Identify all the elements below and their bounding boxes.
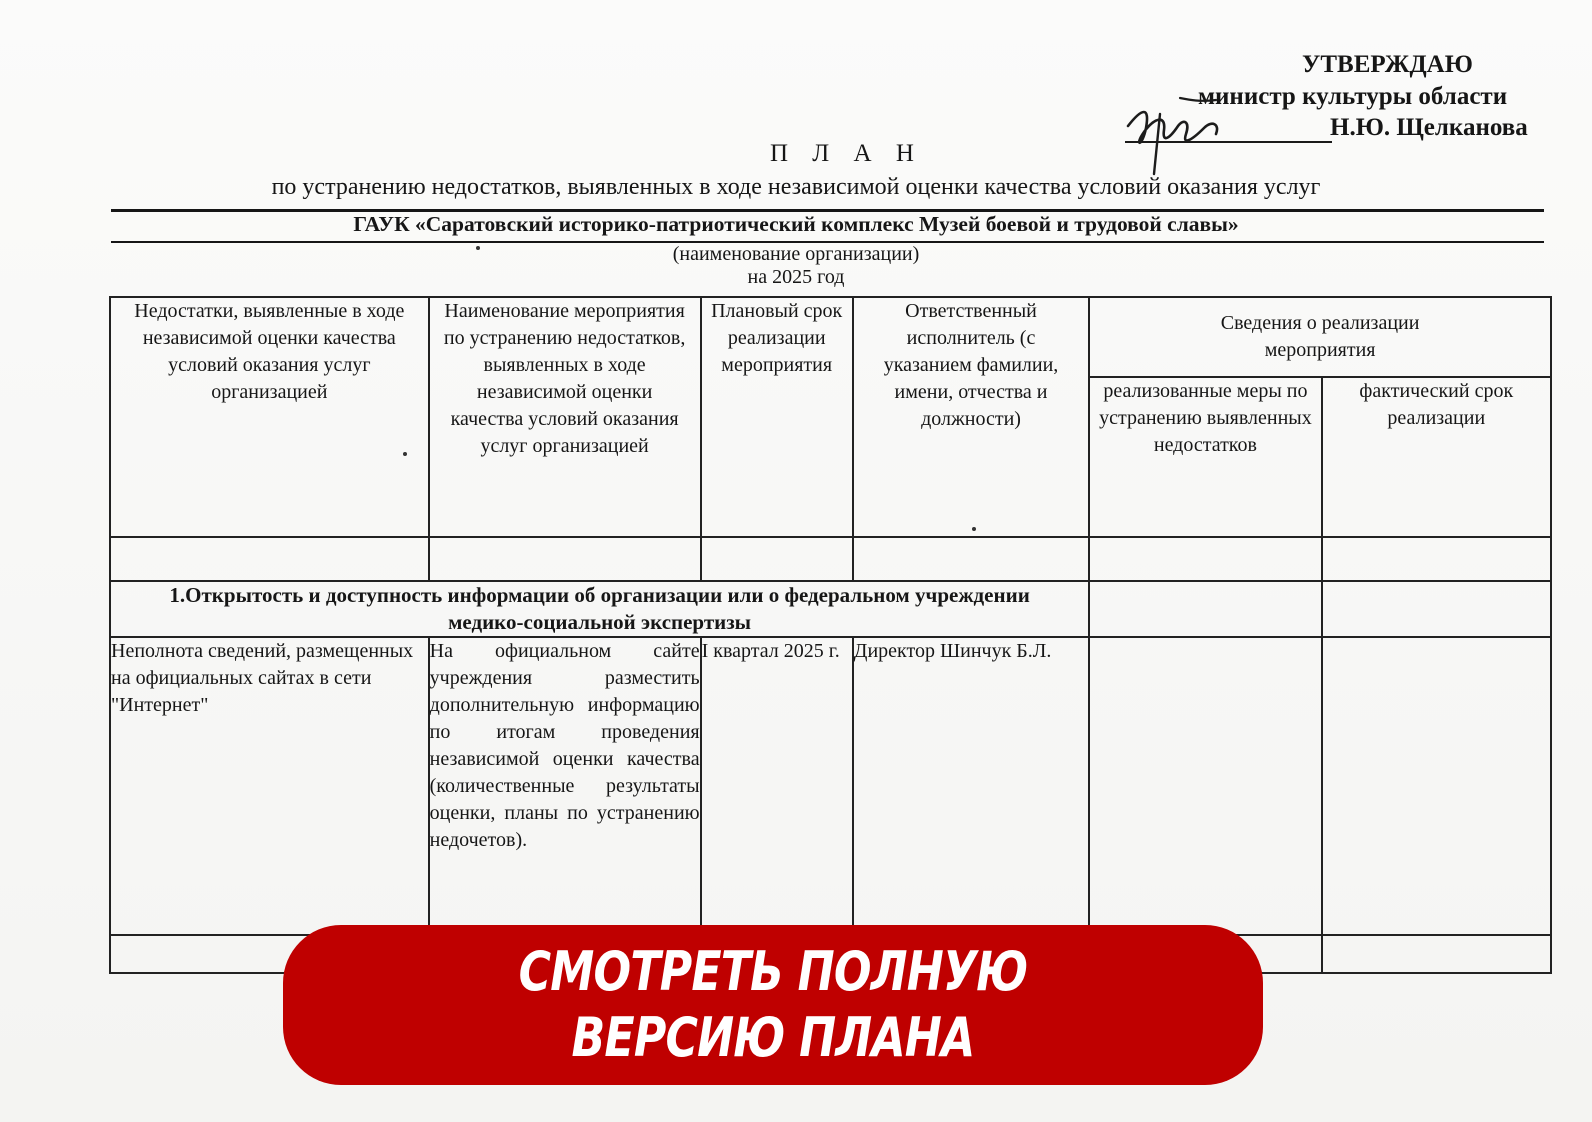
empty-cell — [1089, 537, 1321, 581]
row-defect: Неполнота сведений, размещенных на официальных сайтах в сети "Интернет" — [110, 637, 429, 935]
document-title: П Л А Н — [770, 140, 923, 167]
empty-cell — [701, 537, 853, 581]
empty-cell — [110, 537, 429, 581]
plan-year: на 2025 год — [747, 266, 845, 288]
section-title-text: 1.Открытость и доступность информации об организации или о федеральном учреждении медико-социальной экспертизы — [169, 583, 1030, 634]
table-row — [110, 537, 1551, 581]
cta-line-2: ВЕРСИЮ ПЛАНА — [571, 1006, 975, 1069]
organization-name: ГАУК «Саратовский историко-патриотический комплекс Музей боевой и трудовой славы» — [353, 212, 1239, 236]
header-responsible: Ответственный исполнитель (с указанием фамилии, имени, отчества и должности) — [853, 297, 1089, 537]
approval-position: министр культуры области — [1198, 83, 1508, 110]
empty-cell — [1322, 581, 1551, 637]
header-info-measures: реализованные меры по устранению выявленных недостатков — [1089, 377, 1321, 537]
empty-cell — [853, 537, 1089, 581]
header-info-label: Сведения о реализации мероприятия — [1220, 312, 1420, 361]
header-info — [1089, 297, 1551, 377]
row-actual-term — [1322, 637, 1551, 935]
empty-cell — [1322, 935, 1551, 973]
scan-speck — [476, 246, 480, 250]
table-header-row — [110, 297, 1551, 377]
row-done — [1089, 637, 1321, 935]
header-measure: Наименование мероприятия по устранению недостатков, выявленных в ходе независимой оценки качества условий оказания услуг организацией — [429, 297, 701, 537]
scan-speck — [403, 452, 407, 456]
empty-cell — [1322, 537, 1551, 581]
approval-name: Н.Ю. Щелканова — [1330, 114, 1528, 141]
section-row — [110, 581, 1551, 637]
approval-title: УТВЕРЖДАЮ — [1302, 51, 1473, 78]
scan-speck — [972, 527, 976, 531]
view-full-plan-label — [371, 939, 1175, 1071]
cta-line-1: СМОТРЕТЬ ПОЛНУЮ — [518, 940, 1028, 1003]
header-info-term: фактический срок реализации — [1322, 377, 1551, 537]
row-responsible: Директор Шинчук Б.Л. — [853, 637, 1089, 935]
organization-caption: (наименование организации) — [672, 243, 920, 265]
signature-icon — [1120, 88, 1240, 178]
header-defects: Недостатки, выявленные в ходе независимой оценки качества условий оказания услуг организацией — [110, 297, 429, 537]
view-full-plan-button[interactable] — [283, 925, 1263, 1085]
header-term: Плановый срок реализации мероприятия — [701, 297, 853, 537]
empty-cell — [429, 537, 701, 581]
document-subtitle: по устранению недостатков, выявленных в ходе независимой оценки качества условий оказания услуг — [271, 174, 1321, 200]
empty-cell — [1089, 581, 1321, 637]
section-title — [110, 581, 1089, 637]
row-term: I квартал 2025 г. — [701, 637, 853, 935]
table-row — [110, 637, 1551, 935]
plan-table — [109, 296, 1552, 974]
row-measure: На официальном сайте учреждения разместить дополнительную информацию по итогам проведения независимой оценки качества (количественные результаты оценки, планы по устранению недочетов). — [429, 637, 701, 935]
